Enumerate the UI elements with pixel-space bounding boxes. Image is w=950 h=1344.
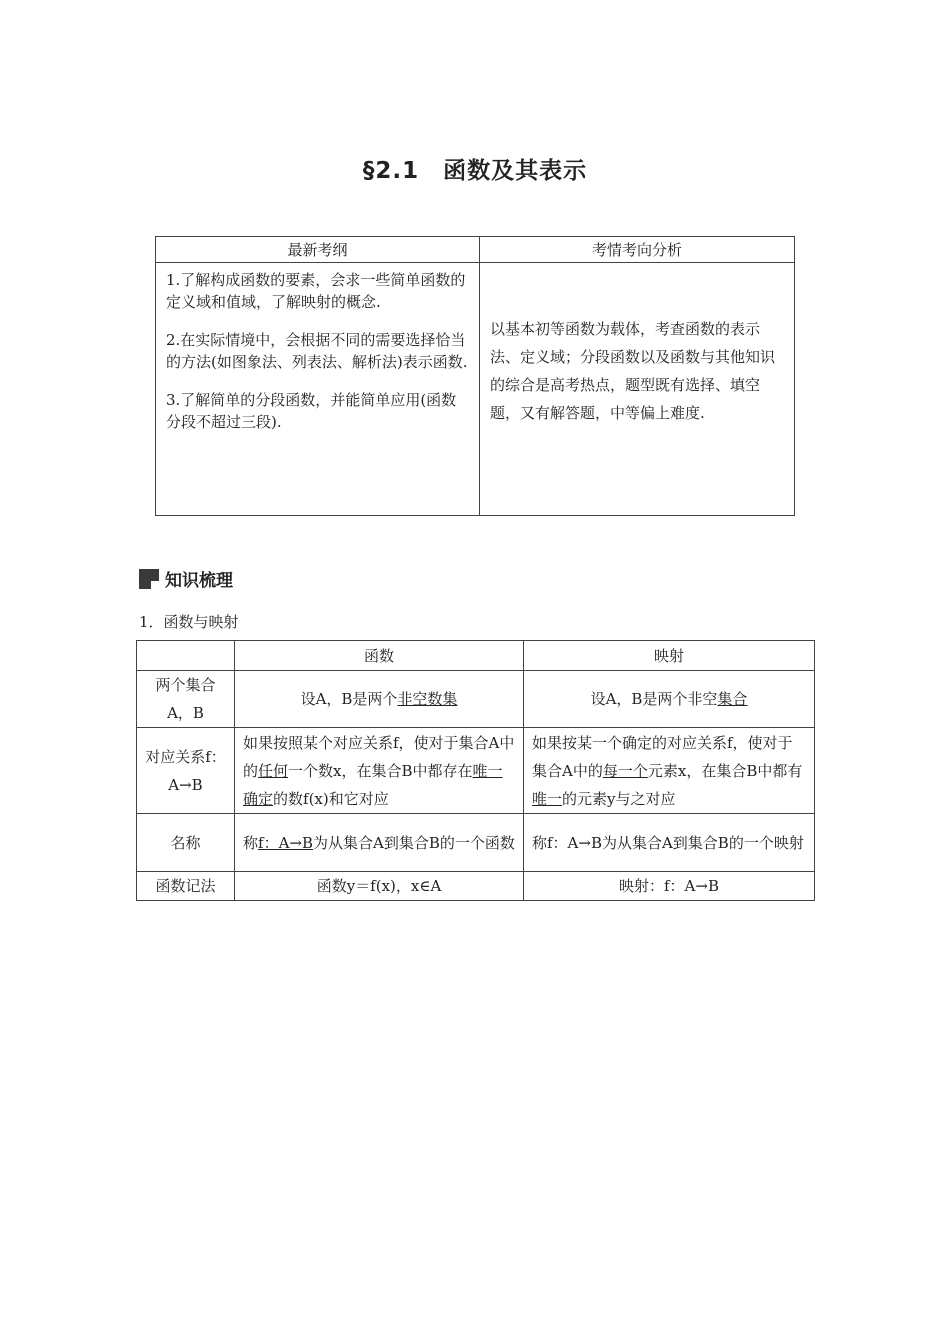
header-empty <box>137 641 235 671</box>
header-mapping: 映射 <box>524 641 815 671</box>
row-label-name: 名称 <box>137 814 235 872</box>
row-label-sets: 两个集合A，B <box>137 671 235 728</box>
cell-map-sets: 设A，B是两个非空集合 <box>524 671 815 728</box>
requirement-3: 3.了解简单的分段函数，并能简单应用(函数分段不超过三段). <box>166 391 457 431</box>
row-label-notation: 函数记法 <box>137 872 235 901</box>
square-bullet-icon <box>139 569 159 589</box>
page-title: §2.1 函数及其表示 <box>362 158 588 184</box>
requirement-2: 2.在实际情境中，会根据不同的需要选择恰当的方法(如图象法、列表法、解析法)表示函数. <box>166 331 468 371</box>
analysis-cell <box>480 263 795 516</box>
header-function: 函数 <box>235 641 524 671</box>
subsection-title: 1．函数与映射 <box>139 613 239 631</box>
section-label: 知识梳理 <box>165 571 233 591</box>
cell-func-correspondence: 如果按照某个对应关系f，使对于集合A中的任何一个数x，在集合B中都存在唯一确定的数f(x)和它对应 <box>235 728 524 814</box>
cell-map-name: 称f：A→B为从集合A到集合B的一个映射 <box>524 814 815 872</box>
section-heading <box>139 566 233 591</box>
cell-func-name: 称f：A→B为从集合A到集合B的一个函数 <box>235 814 524 872</box>
cell-func-sets: 设A，B是两个非空数集 <box>235 671 524 728</box>
cell-func-notation: 函数y＝f(x)，x∈A <box>235 872 524 901</box>
cell-map-correspondence: 如果按某一个确定的对应关系f，使对于集合A中的每一个元素x，在集合B中都有唯一的元素y与之对应 <box>524 728 815 814</box>
analysis-text: 以基本初等函数为载体，考查函数的表示法、定义域；分段函数以及函数与其他知识的综合是高考热点，题型既有选择、填空题，又有解答题，中等偏上难度. <box>490 320 776 422</box>
cell-map-notation: 映射：f：A→B <box>524 872 815 901</box>
function-mapping-table <box>136 640 815 901</box>
syllabus-table <box>155 236 795 516</box>
row-label-correspondence: 对应关系f：A→B <box>137 728 235 814</box>
header-analysis: 考情考向分析 <box>480 237 795 263</box>
header-syllabus: 最新考纲 <box>156 237 480 263</box>
requirements-cell <box>156 263 480 516</box>
requirement-1: 1.了解构成函数的要素，会求一些简单函数的定义域和值域，了解映射的概念. <box>166 271 466 311</box>
